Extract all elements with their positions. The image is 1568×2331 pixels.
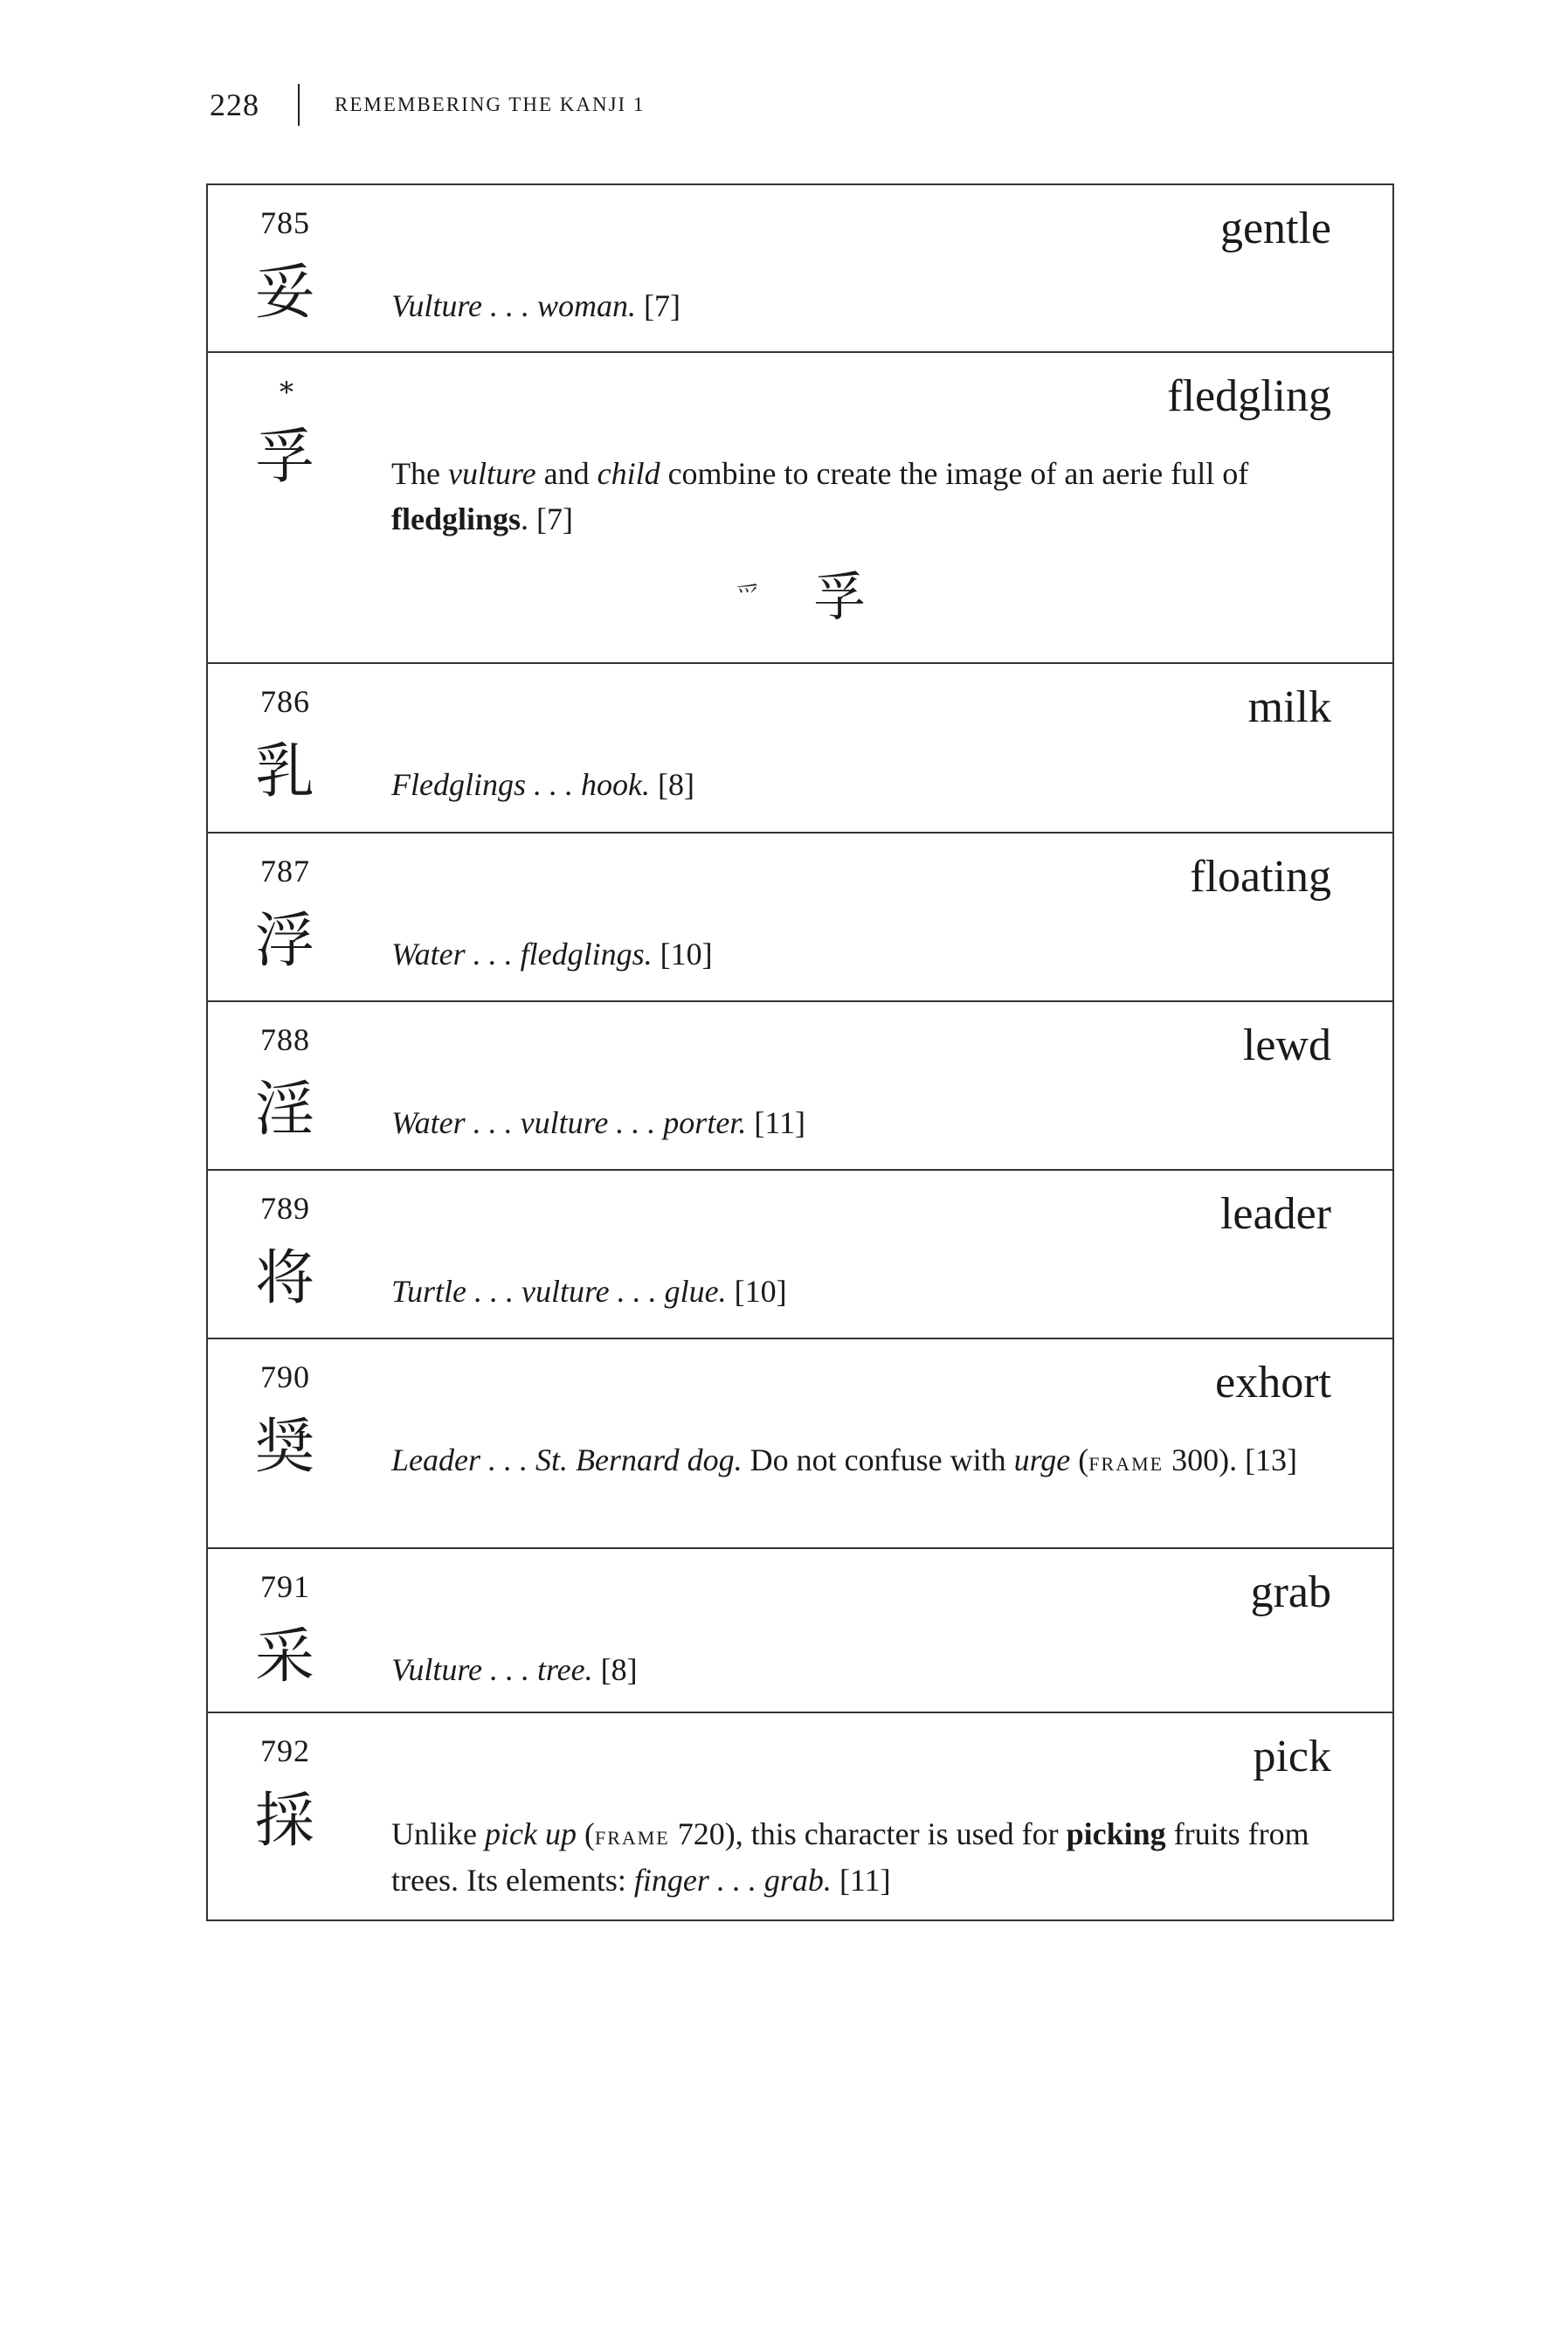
- story-fragment: frame: [1088, 1445, 1164, 1477]
- story-fragment: Water . . . vulture . . . porter.: [391, 1105, 747, 1140]
- frame-story: [391, 1100, 1340, 1145]
- frame-keyword: fledgling: [1167, 371, 1331, 421]
- frame-keyword: leader: [1219, 1189, 1331, 1239]
- story-fragment: Vulture: [391, 288, 482, 323]
- kanji-character: 採: [255, 1787, 315, 1856]
- frame-number: 785: [260, 205, 310, 240]
- frame-story: [391, 931, 1340, 977]
- story-fragment: fledglings: [391, 501, 522, 536]
- frame-keyword: floating: [1190, 852, 1331, 902]
- story-fragment: [7]: [636, 288, 680, 323]
- story-fragment: finger . . . grab.: [633, 1863, 832, 1898]
- story-fragment: woman.: [536, 288, 636, 323]
- kanji-frame: [208, 185, 1392, 353]
- kanji-frame: [208, 1549, 1392, 1713]
- frame-keyword: gentle: [1219, 204, 1331, 253]
- frame-number: 791: [260, 1569, 310, 1604]
- story-fragment: The: [391, 456, 448, 491]
- kanji-character: 采: [255, 1622, 315, 1691]
- story-fragment: urge: [1013, 1442, 1071, 1477]
- kanji-frame-list: [206, 183, 1394, 1921]
- kanji-frame: [208, 353, 1392, 664]
- story-fragment: combine to create the image of an aerie full of: [660, 456, 1249, 491]
- story-fragment: Fledglings . . . hook.: [391, 767, 650, 802]
- story-fragment: Do not confuse with: [742, 1442, 1014, 1477]
- story-fragment: Water . . . fledglings.: [391, 937, 653, 972]
- story-fragment: pick up: [484, 1816, 577, 1851]
- kanji-frame: [208, 664, 1392, 833]
- kanji-character: 奨: [255, 1413, 315, 1482]
- kanji-character: 浮: [255, 907, 315, 976]
- frame-story: [391, 1437, 1340, 1484]
- kanji-character: 妥: [255, 259, 315, 328]
- frame-number: 787: [260, 854, 310, 889]
- kanji-character: 乳: [255, 737, 315, 806]
- story-fragment: (: [1070, 1442, 1089, 1477]
- kanji-frame: [208, 833, 1392, 1002]
- story-fragment: and: [535, 456, 597, 491]
- story-fragment: [10]: [652, 937, 713, 972]
- story-fragment: (: [576, 1816, 595, 1851]
- variant-form: 爫: [735, 581, 761, 612]
- frame-story: [391, 1647, 1340, 1692]
- kanji-character: 将: [255, 1244, 315, 1313]
- frame-keyword: milk: [1247, 682, 1331, 732]
- story-fragment: fruits from trees. Its elements:: [391, 1816, 1309, 1898]
- story-fragment: [11]: [831, 1863, 891, 1898]
- kanji-frame: [208, 1171, 1392, 1339]
- story-fragment: [10]: [726, 1274, 787, 1309]
- frame-number: 790: [260, 1359, 310, 1394]
- story-fragment: 300). [13]: [1164, 1442, 1298, 1477]
- frame-number: 788: [260, 1022, 310, 1057]
- story-fragment: Leader . . . St. Bernard dog.: [391, 1442, 743, 1477]
- story-fragment: Unlike: [391, 1816, 485, 1851]
- frame-keyword: lewd: [1242, 1020, 1331, 1070]
- kanji-character: 孚: [255, 423, 315, 492]
- story-fragment: [8]: [649, 767, 694, 802]
- frame-story: [391, 762, 1340, 807]
- frame-keyword: exhort: [1215, 1358, 1331, 1408]
- frame-keyword: grab: [1250, 1567, 1331, 1617]
- kanji-character: 淫: [255, 1076, 315, 1145]
- frame-number: 789: [260, 1191, 310, 1226]
- frame-story: [391, 283, 1340, 329]
- story-fragment: vulture: [447, 456, 536, 491]
- running-head: [210, 80, 645, 129]
- story-fragment: 720), this character is used for: [669, 1816, 1067, 1851]
- header-divider: [298, 84, 300, 126]
- frame-keyword: pick: [1253, 1732, 1331, 1781]
- story-fragment: . [7]: [521, 501, 574, 536]
- kanji-frame: [208, 1713, 1392, 1921]
- frame-story: [391, 1811, 1340, 1903]
- story-fragment: [11]: [746, 1105, 805, 1140]
- frame-story: [391, 451, 1340, 542]
- frame-story: [391, 1269, 1340, 1314]
- story-fragment: [8]: [592, 1652, 638, 1687]
- primitive-variants: [208, 556, 1392, 631]
- story-fragment: Turtle . . . vulture . . . glue.: [391, 1274, 727, 1309]
- frame-number: 792: [260, 1733, 310, 1768]
- story-fragment: . . .: [481, 288, 537, 323]
- story-fragment: Vulture . . . tree.: [391, 1652, 593, 1687]
- frame-number: 786: [260, 684, 310, 719]
- story-fragment: child: [597, 456, 660, 491]
- primitive-star-icon: *: [280, 376, 294, 409]
- kanji-frame: [208, 1002, 1392, 1171]
- book-title: REMEMBERING THE KANJI 1: [335, 93, 646, 115]
- page-number: 228: [210, 87, 259, 122]
- story-fragment: frame: [594, 1819, 670, 1850]
- story-fragment: picking: [1066, 1816, 1166, 1851]
- kanji-frame: [208, 1339, 1392, 1549]
- variant-form: 孚: [813, 567, 866, 628]
